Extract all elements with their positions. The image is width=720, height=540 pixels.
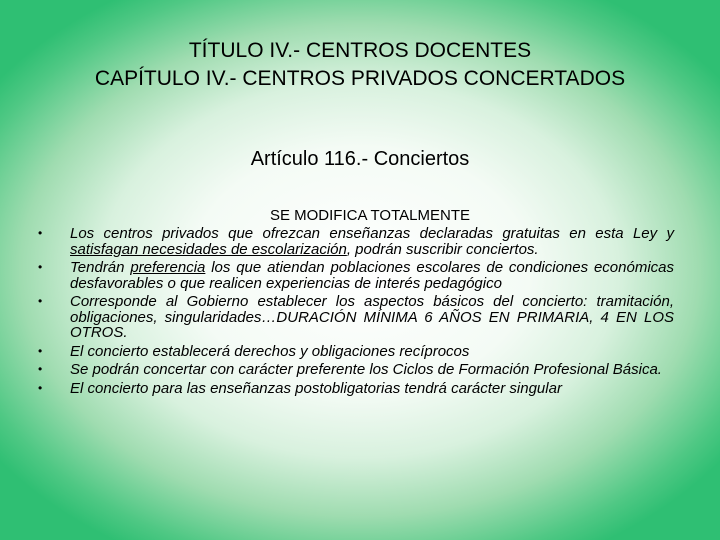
- bullet-text: los que atiendan poblaciones escolares de condiciones económicas desfavorables o que realicen experiencias de interés pedagógico: [70, 259, 674, 292]
- title-line-1: TÍTULO IV.- CENTROS DOCENTES: [188, 39, 532, 62]
- bullet-text: , podrán suscribir conciertos.: [346, 240, 539, 258]
- bullet-text: Los centros privados que ofrezcan enseñanzas declaradas gratuitas en esta Ley y: [70, 225, 674, 242]
- bullet-item: [38, 381, 674, 397]
- bullet-underlined-text: preferencia: [130, 259, 206, 276]
- bullet-underlined-text: satisfagan necesidades de escolarización: [70, 240, 347, 258]
- bullet-list: [38, 226, 674, 396]
- bullet-dot: •: [38, 294, 43, 308]
- bullet-item: [38, 260, 674, 291]
- bullet-text: Corresponde al Gobierno establecer los aspectos básicos del concierto: tramitación, obligaciones, singularidades…DURACIÓN MÍNIMA 6 AÑOS EN PRIMARIA, 4 EN LOS OTROS.: [70, 293, 674, 341]
- bullet-text: Tendrán: [70, 259, 131, 276]
- bullet-text: El concierto establecerá derechos y obligaciones recíprocos: [70, 342, 470, 360]
- article-heading: Artículo 116.- Conciertos: [250, 148, 470, 170]
- bullet-item: [38, 294, 674, 341]
- bullet-dot: •: [38, 260, 43, 274]
- bullet-dot: •: [38, 226, 43, 240]
- bullet-dot: •: [38, 343, 43, 358]
- title-line-2: CAPÍTULO IV.- CENTROS PRIVADOS CONCERTADOS: [94, 67, 626, 90]
- bullet-text: Se podrán concertar con carácter preferente los Ciclos de Formación Profesional Básica.: [70, 361, 662, 378]
- slide-title: [0, 37, 720, 93]
- bullet-text: El concierto para las enseñanzas postobligatorias tendrá carácter singular: [70, 379, 562, 397]
- bullet-item: [38, 344, 674, 360]
- bullet-item: [38, 362, 674, 378]
- modification-note: SE MODIFICA TOTALMENTE: [269, 207, 471, 224]
- bullet-item: [38, 226, 674, 257]
- bullet-dot: •: [38, 362, 43, 376]
- bullet-dot: •: [38, 380, 43, 395]
